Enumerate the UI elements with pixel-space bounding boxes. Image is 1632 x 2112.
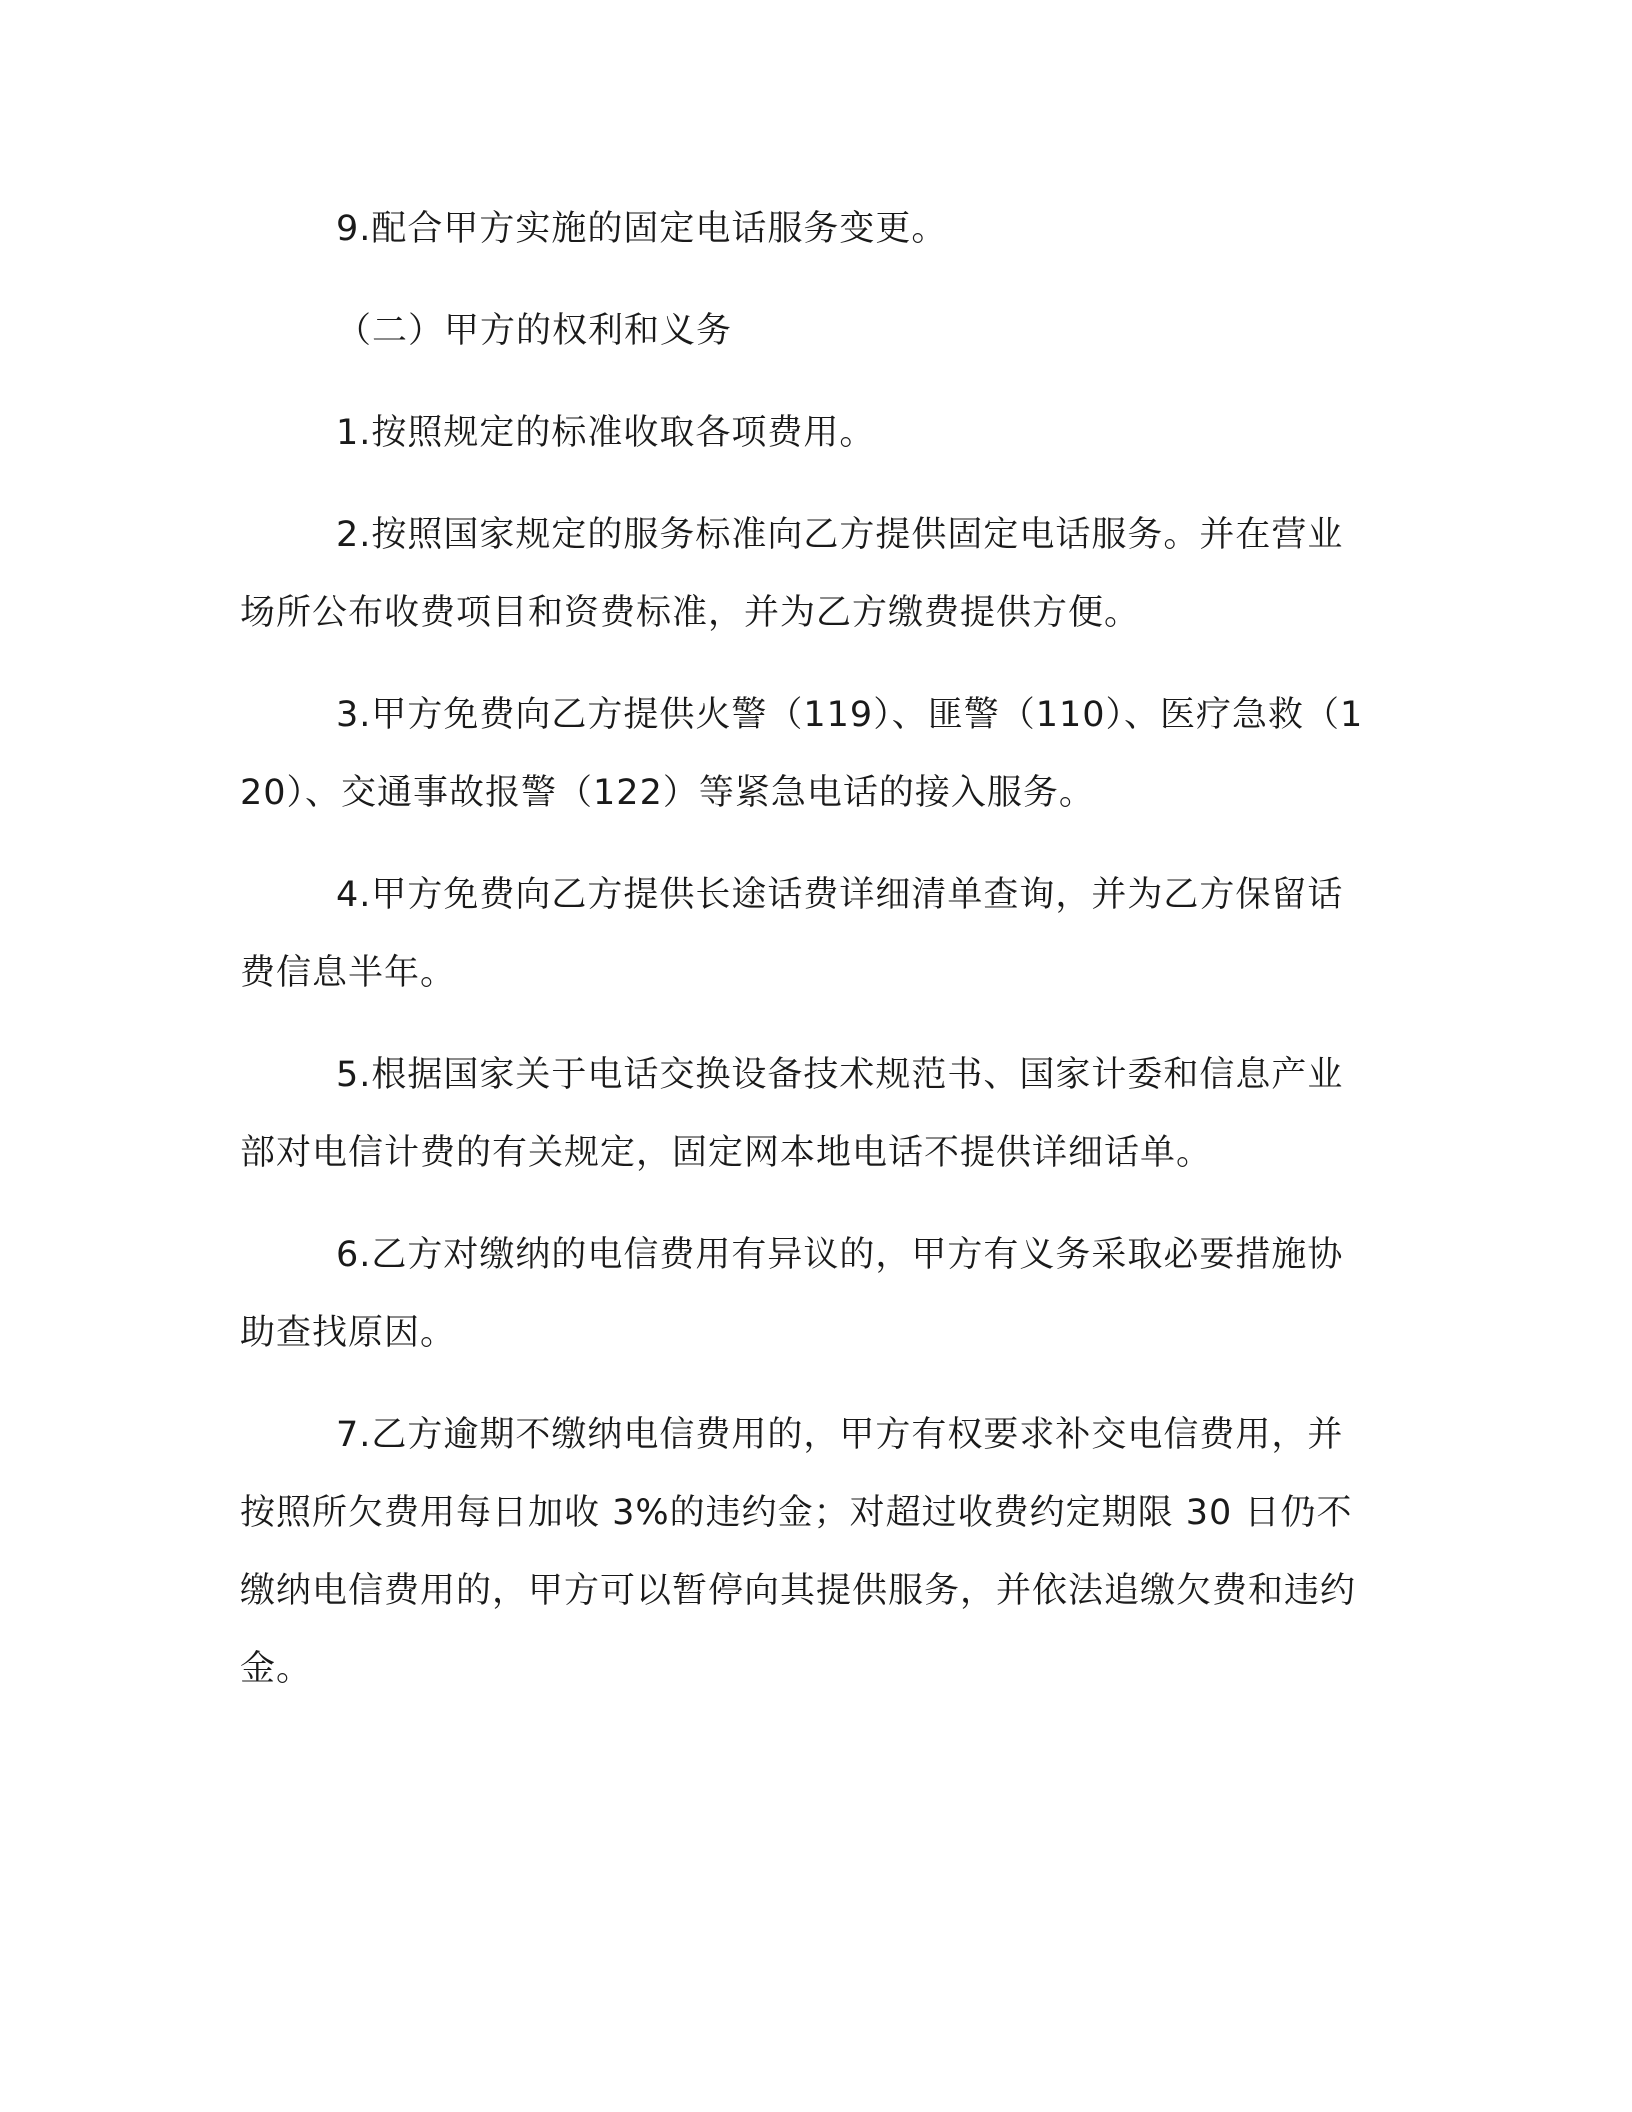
paragraph-item-4: 4.甲方免费向乙方提供长途话费详细清单查询，并为乙方保留话费信息半年。 <box>240 875 1344 993</box>
paragraph-item-6: 6.乙方对缴纳的电信费用有异议的，甲方有义务采取必要措施协助查找原因。 <box>240 1235 1344 1353</box>
paragraph-item-7: 7.乙方逾期不缴纳电信费用的，甲方有权要求补交电信费用，并按照所欠费用每日加收 3%的违约金；对超过收费约定期限 30 日仍不缴纳电信费用的，甲方可以暂停向其提供服务，并依法追缴欠费和违约金。 <box>240 1415 1357 1689</box>
paragraph-item-5: 5.根据国家关于电话交换设备技术规范书、国家计委和信息产业部对电信计费的有关规定，固定网本地电话不提供详细话单。 <box>240 1055 1344 1173</box>
document-page <box>240 190 1370 1708</box>
section-heading: （二）甲方的权利和义务 <box>336 311 733 351</box>
paragraph-item-9: 9.配合甲方实施的固定电话服务变更。 <box>336 209 948 249</box>
paragraph-item-3: 3.甲方免费向乙方提供火警（119）、匪警（110）、医疗急救（120）、交通事故报警（122）等紧急电话的接入服务。 <box>240 695 1364 813</box>
paragraph-item-2: 2.按照国家规定的服务标准向乙方提供固定电话服务。并在营业场所公布收费项目和资费标准，并为乙方缴费提供方便。 <box>240 515 1344 633</box>
paragraph-item-1: 1.按照规定的标准收取各项费用。 <box>336 413 876 453</box>
